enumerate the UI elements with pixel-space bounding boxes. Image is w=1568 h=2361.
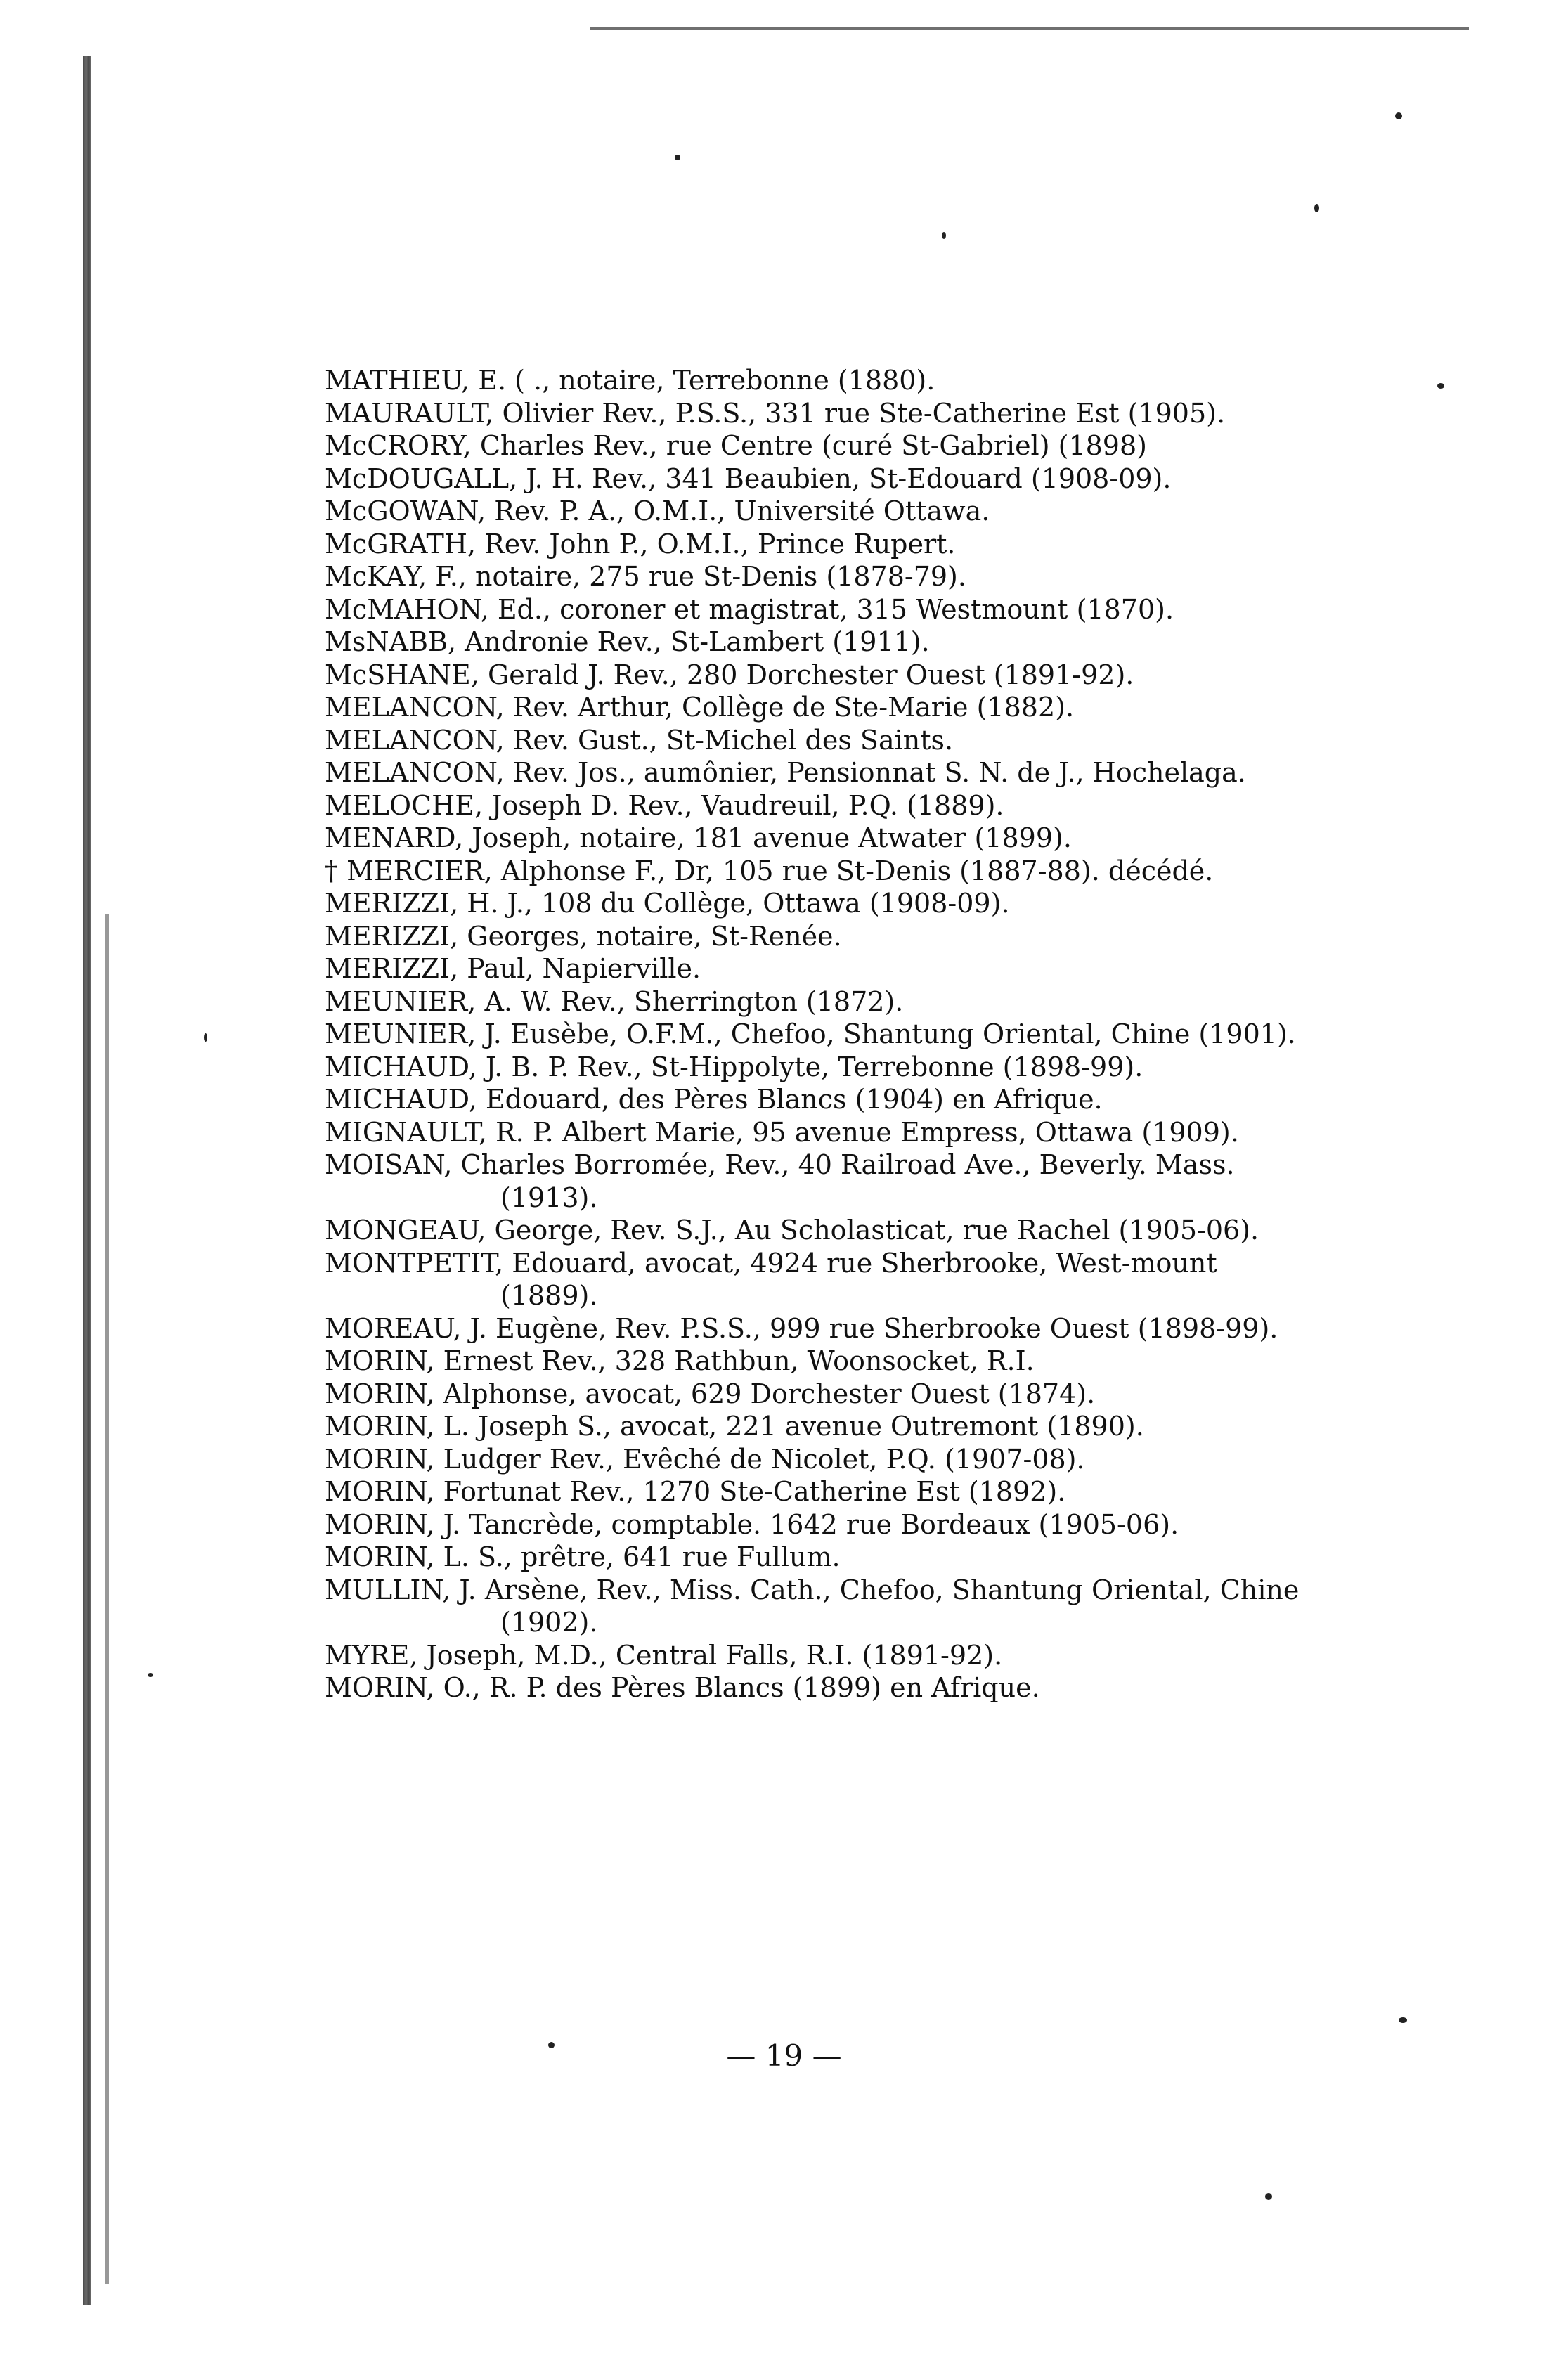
entry: MORIN, L. S., prêtre, 641 rue Fullum. (325, 1541, 841, 1572)
entry: MORIN, Ernest Rev., 328 Rathbun, Woonsocket, R.I. (325, 1345, 1035, 1376)
entry: MICHAUD, Edouard, des Pères Blancs (1904) en Afrique. (325, 1084, 1103, 1115)
entry: MORIN, J. Tancrède, comptable. 1642 rue Bordeaux (1905-06). (325, 1508, 1179, 1540)
entry: MERIZZI, Georges, notaire, St-Renée. (325, 920, 842, 952)
scan-speck (204, 1033, 207, 1042)
entry: MORIN, Fortunat Rev., 1270 Ste-Catherine Est (1892). (325, 1476, 1066, 1507)
binding-shadow (83, 56, 91, 2305)
entry: MORIN, L. Joseph S., avocat, 221 avenue Outremont (1890). (325, 1411, 1144, 1442)
entry: MORIN, Alphonse, avocat, 629 Dorchester Ouest (1874). (325, 1378, 1096, 1409)
entry: MORIN, Ludger Rev., Evêché de Nicolet, P.Q. (1907-08). (325, 1443, 1085, 1475)
entry: MERIZZI, H. J., 108 du Collège, Ottawa (1908-09). (325, 888, 1010, 919)
entry: MIGNAULT, R. P. Albert Marie, 95 avenue Empress, Ottawa (1909). (325, 1116, 1239, 1148)
entry: MAURAULT, Olivier Rev., P.S.S., 331 rue Ste-Catherine Est (1905). (325, 397, 1226, 429)
scan-speck (1395, 112, 1402, 119)
entry: MsNABB, Andronie Rev., St-Lambert (1911). (325, 626, 930, 657)
entry: MELANCON, Rev. Jos., aumônier, Pensionnat S. N. de J., Hochelaga. (325, 757, 1246, 788)
entry: MONGEAU, George, Rev. S.J., Au Scholasticat, rue Rachel (1905-06). (325, 1215, 1259, 1246)
entry: MELANCON, Rev. Arthur, Collège de Ste-Marie (1882). (325, 692, 1075, 723)
entry: MORIN, O., R. P. des Pères Blancs (1899) en Afrique. (325, 1672, 1040, 1703)
binding-shadow-inner (105, 914, 109, 2284)
entry: MULLIN, J. Arsène, Rev., Miss. Cath., Chefoo, Shantung Oriental, Chine (1902). (325, 1574, 1300, 1638)
entry: MENARD, Joseph, notaire, 181 avenue Atwater (1899). (325, 822, 1072, 853)
scan-speck (148, 1673, 153, 1677)
entry: MATHIEU, E. ( ., notaire, Terrebonne (1880). (325, 365, 935, 396)
entry: MOISAN, Charles Borromée, Rev., 40 Railroad Ave., Beverly. Mass. (1913). (325, 1149, 1235, 1213)
entry: MOREAU, J. Eugène, Rev. P.S.S., 999 rue Sherbrooke Ouest (1898-99). (325, 1312, 1278, 1344)
entry: MELANCON, Rev. Gust., St-Michel des Saints. (325, 724, 954, 756)
entry: MICHAUD, J. B. P. Rev., St-Hippolyte, Terrebonne (1898-99). (325, 1051, 1143, 1082)
entry: McSHANE, Gerald J. Rev., 280 Dorchester Ouest (1891-92). (325, 659, 1134, 690)
scan-speck (1314, 204, 1319, 212)
entry: MEUNIER, A. W. Rev., Sherrington (1872). (325, 985, 904, 1017)
scan-speck (942, 232, 946, 239)
entry: McGRATH, Rev. John P., O.M.I., Prince Rupert. (325, 528, 956, 559)
entry: McMAHON, Ed., coroner et magistrat, 315 Westmount (1870). (325, 593, 1174, 625)
entry: McCRORY, Charles Rev., rue Centre (curé St-Gabriel) (1898) (325, 430, 1147, 461)
page-number: — 19 — (726, 2038, 842, 2073)
entry: McDOUGALL, J. H. Rev., 341 Beaubien, St-Edouard (1908-09). (325, 463, 1172, 494)
scan-edge-line (590, 27, 1469, 30)
directory-entries (325, 364, 1309, 1705)
scan-speck (1437, 383, 1444, 389)
entry: MELOCHE, Joseph D. Rev., Vaudreuil, P.Q. (1889). (325, 789, 1004, 821)
entry: McKAY, F., notaire, 275 rue St-Denis (1878-79). (325, 561, 966, 592)
entry: MEUNIER, J. Eusèbe, O.F.M., Chefoo, Shantung Oriental, Chine (1901). (325, 1018, 1296, 1049)
entry: † MERCIER, Alphonse F., Dr, 105 rue St-Denis (1887-88). décédé. (325, 855, 1214, 886)
entry: MERIZZI, Paul, Napierville. (325, 953, 701, 984)
scan-speck (1399, 2017, 1407, 2023)
entry: MONTPETIT, Edouard, avocat, 4924 rue Sherbrooke, West-mount (1889). (325, 1247, 1217, 1311)
entry: MYRE, Joseph, M.D., Central Falls, R.I. (1891-92). (325, 1639, 1003, 1671)
scan-speck (675, 155, 680, 160)
scan-speck (1265, 2193, 1272, 2200)
entry: McGOWAN, Rev. P. A., O.M.I., Université Ottawa. (325, 496, 990, 526)
